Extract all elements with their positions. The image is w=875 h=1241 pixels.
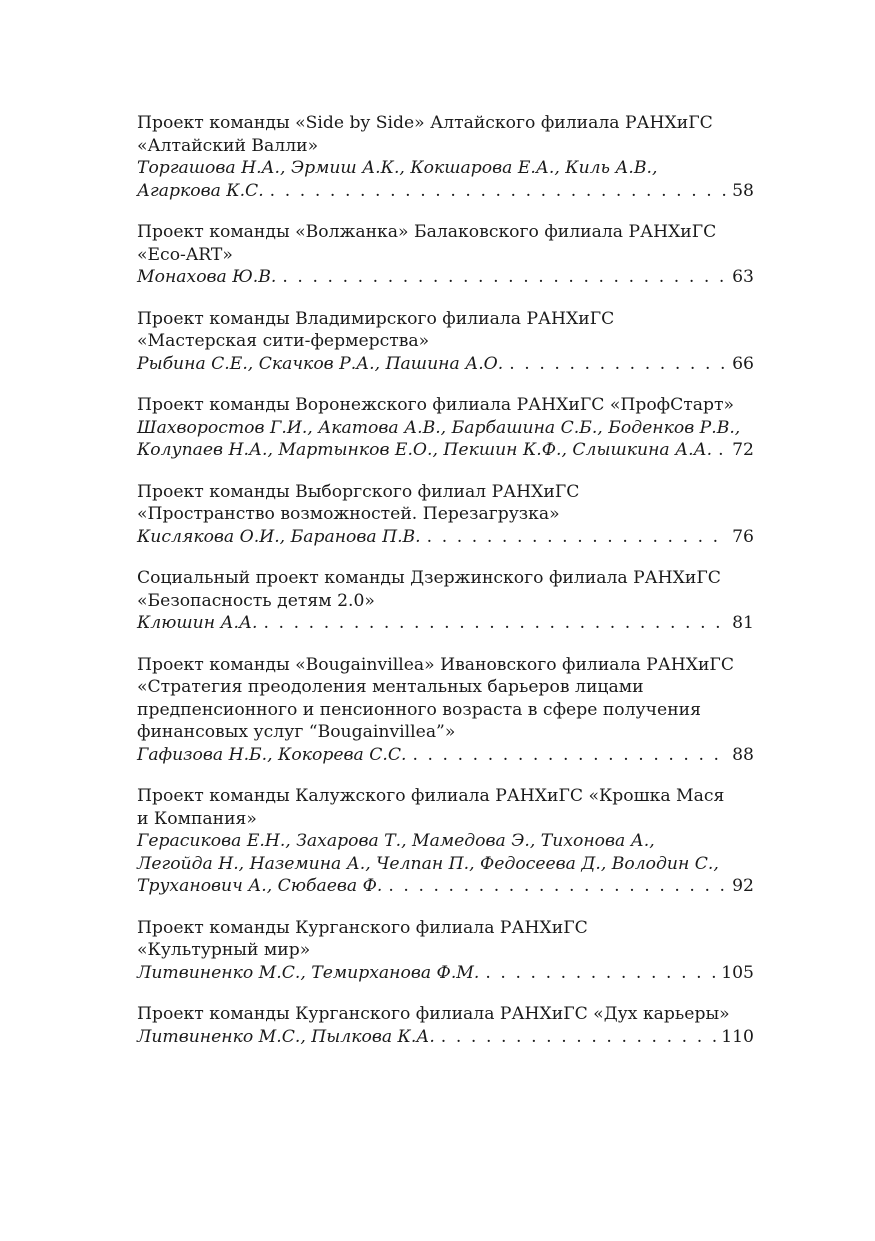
toc-entry — [137, 394, 754, 462]
page-number: 92 — [732, 876, 754, 896]
entry-title-line: «Мастерская сити-фермерства» — [137, 331, 430, 351]
dot-leader — [427, 526, 728, 549]
toc-entry — [137, 785, 754, 898]
dot-leader — [718, 439, 728, 462]
dot-leader — [388, 875, 728, 898]
entry-title-line: Проект команды «Волжанка» Балаковского филиала РАНХиГС — [137, 222, 717, 242]
entry-title-line: Проект команды Курганского филиала РАНХиГС «Дух карьеры» — [137, 1004, 730, 1024]
entry-title-line: Социальный проект команды Дзержинского филиала РАНХиГС — [137, 568, 721, 588]
toc-entry — [137, 917, 754, 985]
entry-final-line — [137, 353, 754, 376]
page-number: 76 — [732, 526, 754, 547]
dot-leader — [485, 962, 717, 985]
entry-title-line: «Eco-ART» — [137, 244, 233, 265]
toc-entry — [137, 221, 754, 289]
toc-entry — [137, 308, 754, 376]
entry-title-line: Проект команды «Side by Side» Алтайского филиала РАНХиГС — [137, 113, 713, 133]
entry-authors-line: Торгашова Н.А., Эрмиш А.К., Кокшарова Е.А., Киль А.В., — [137, 158, 658, 178]
entry-title-line: и Компания» — [137, 808, 257, 829]
entry-authors-line: Гафизова Н.Б., Кокорева С.С. — [137, 744, 407, 765]
entry-title-line: «Пространство возможностей. Перезагрузка» — [137, 504, 560, 524]
entry-final-line — [137, 612, 754, 635]
entry-authors-line: Литвиненко М.С., Пылкова К.А. — [137, 1026, 435, 1047]
page-number: 110 — [721, 1026, 754, 1047]
dot-leader — [509, 353, 728, 376]
entry-title-line: Проект команды Курганского филиала РАНХиГС — [137, 917, 588, 938]
entry-title-line: Проект команды Калужского филиала РАНХиГС «Крошка Мася — [137, 786, 725, 806]
entry-authors-line: Колупаев Н.А., Мартынков Е.О., Пекшин К.Ф., Слышкина А.А. — [137, 440, 713, 460]
dot-leader — [441, 1026, 717, 1049]
entry-title-line: Проект команды Воронежского филиала РАНХиГС «ПрофСтарт» — [137, 395, 735, 415]
entry-title-line: предпенсионного и пенсионного возраста в сфере получения — [137, 699, 701, 720]
page-number: 66 — [732, 353, 754, 374]
entry-authors-line: Труханович А., Сюбаева Ф. — [137, 876, 383, 896]
dot-leader — [412, 744, 728, 767]
page-number: 72 — [732, 440, 754, 460]
entry-final-line — [137, 962, 754, 985]
entry-final-line — [137, 875, 754, 898]
entry-title-line: «Культурный мир» — [137, 940, 311, 960]
entry-final-line — [137, 266, 754, 289]
toc-entry — [137, 481, 754, 549]
page-number: 63 — [732, 267, 754, 287]
page-number: 58 — [732, 180, 754, 201]
entry-final-line — [137, 526, 754, 549]
entry-authors-line: Клюшин А.А. — [137, 613, 258, 633]
toc-entry — [137, 567, 754, 635]
dot-leader — [282, 266, 728, 289]
entry-authors-line: Герасикова Е.Н., Захарова Т., Мамедова Э., Тихонова А., — [137, 831, 655, 851]
entry-authors-line: Агаркова К.С. — [137, 180, 264, 201]
entry-final-line — [137, 744, 754, 767]
entry-authors-line: Легойда Н., Наземина А., Челпан П., Федосеева Д., Володин С., — [137, 853, 719, 874]
toc-entry — [137, 1003, 754, 1048]
toc-entry — [137, 112, 754, 202]
entry-title-line: Проект команды «Bougainvillea» Ивановского филиала РАНХиГС — [137, 654, 734, 675]
entry-title-line: «Стратегия преодоления ментальных барьеров лицами — [137, 677, 644, 697]
dot-leader — [270, 180, 728, 203]
entry-title-line: «Алтайский Валли» — [137, 135, 319, 156]
dot-leader — [263, 612, 728, 635]
page-number: 105 — [721, 962, 754, 983]
entry-authors-line: Шахворостов Г.И., Акатова А.В., Барбашина С.Б., Боденков Р.В., — [137, 417, 741, 438]
entry-authors-line: Монахова Ю.В. — [137, 267, 277, 287]
entry-authors-line: Кислякова О.И., Баранова П.В. — [137, 526, 421, 547]
entry-final-line — [137, 180, 754, 203]
entry-title-line: Проект команды Выборгского филиал РАНХиГС — [137, 481, 580, 502]
toc-entry — [137, 654, 754, 767]
entry-final-line — [137, 1026, 754, 1049]
entry-title-line: финансовых услуг “Bougainvillea”» — [137, 722, 456, 742]
entry-title-line: Проект команды Владимирского филиала РАНХиГС — [137, 308, 615, 329]
page-number: 81 — [732, 613, 754, 633]
entry-final-line — [137, 439, 754, 462]
page-number: 88 — [732, 744, 754, 765]
entry-title-line: «Безопасность детям 2.0» — [137, 590, 375, 611]
entry-authors-line: Литвиненко М.С., Темирханова Ф.М. — [137, 962, 480, 983]
entry-authors-line: Рыбина С.Е., Скачков Р.А., Пашина А.О. — [137, 353, 504, 374]
table-of-contents — [137, 112, 754, 1067]
